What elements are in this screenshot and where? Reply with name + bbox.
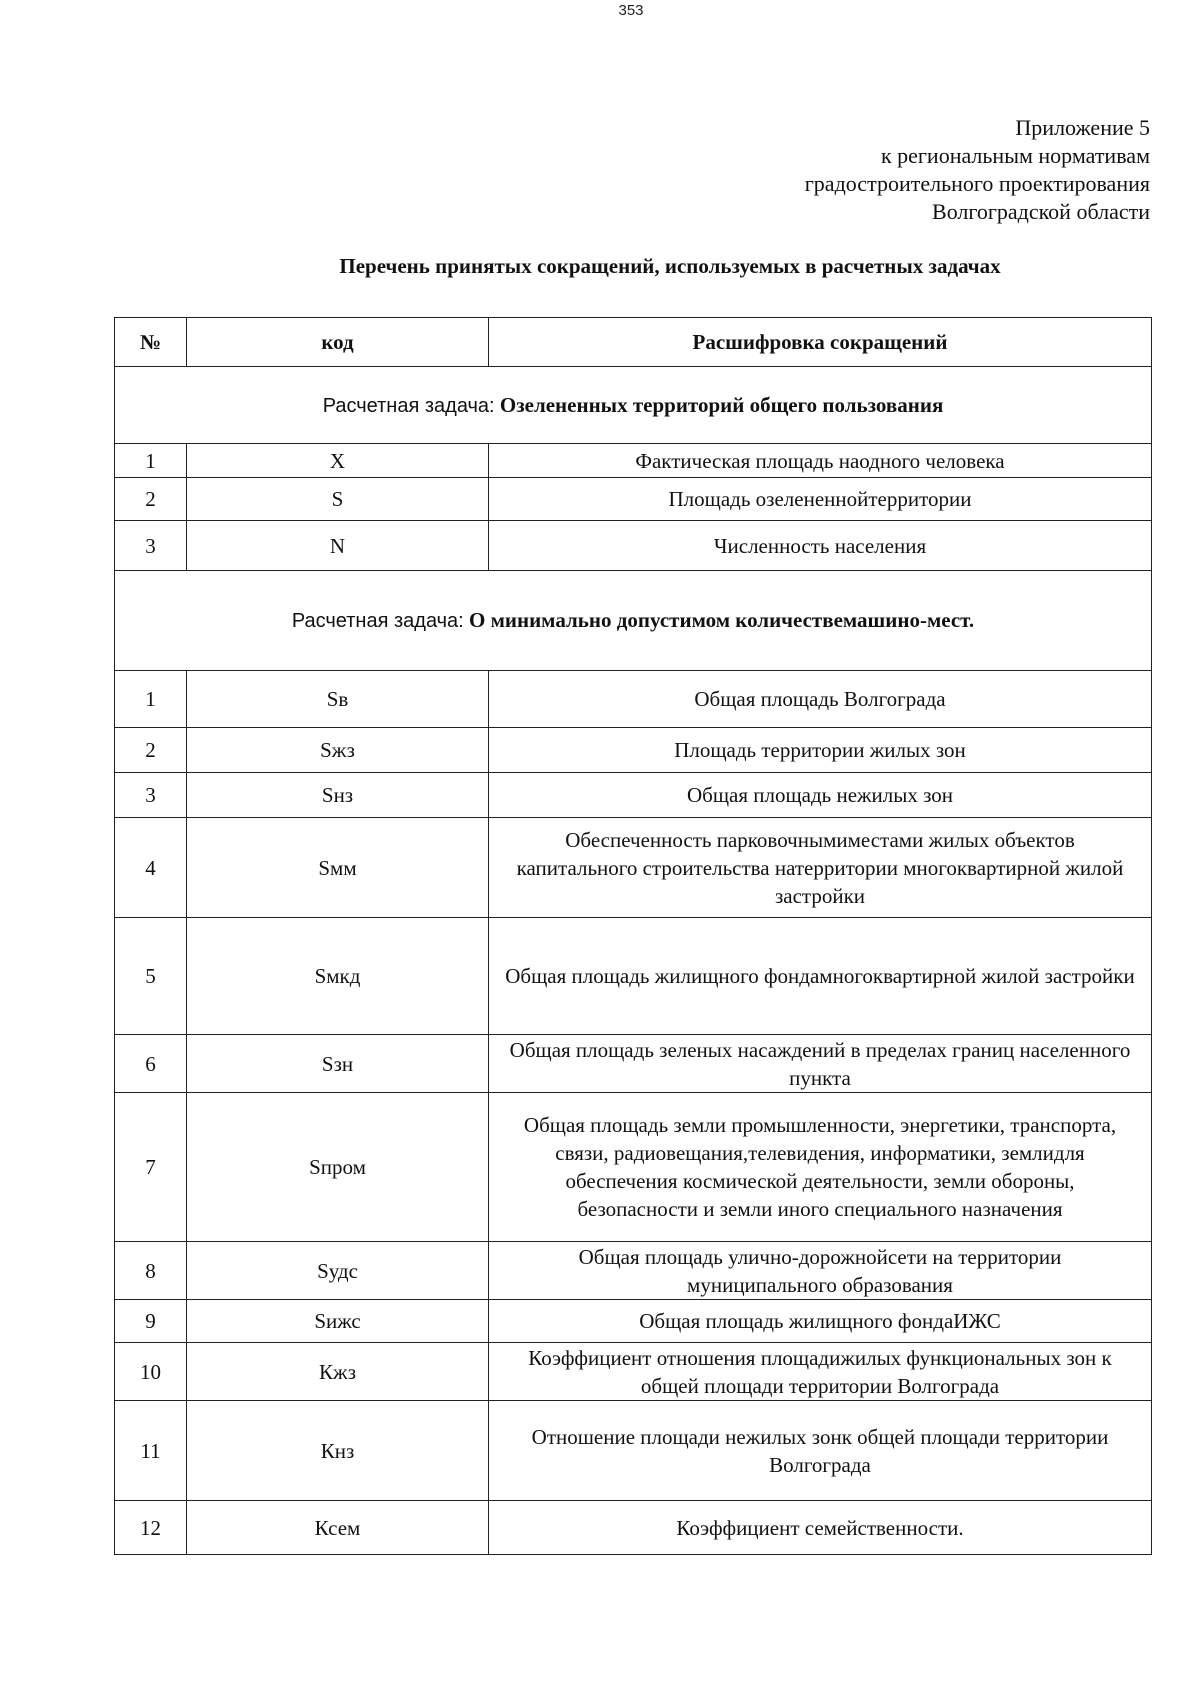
row-number: 10 [115,1343,187,1401]
row-description: Площадь озелененнойтерритории [489,478,1152,521]
row-code: Кнз [187,1401,489,1501]
header-number: № [115,318,187,367]
row-code: Ксем [187,1501,489,1555]
row-code: Sв [187,671,489,728]
appendix-header [805,114,1150,226]
row-number: 5 [115,918,187,1035]
row-description: Обеспеченность парковочнымиместами жилых объектов капитального строительства натерритории многоквартирной жилой застройки [489,818,1152,918]
table-row [115,1501,1152,1555]
task-section-heading [115,571,1152,671]
table-row [115,1242,1152,1300]
row-description: Фактическая площадь наодного человека [489,444,1152,478]
table-row [115,478,1152,521]
row-number: 2 [115,728,187,773]
row-description: Общая площадь жилищного фондаИЖС [489,1300,1152,1343]
row-code: Sжз [187,728,489,773]
row-description: Общая площадь зеленых насаждений в пределах границ населенного пункта [489,1035,1152,1093]
table-row [115,444,1152,478]
table-row [115,1401,1152,1501]
task-section-heading [115,367,1152,444]
appendix-line: к региональным нормативам [880,143,1150,168]
table-row [115,521,1152,571]
row-code: Sзн [187,1035,489,1093]
row-code: N [187,521,489,571]
row-code: Sпром [187,1093,489,1242]
row-number: 1 [115,444,187,478]
row-description: Коэффициент отношения площадижилых функциональных зон к общей площади территории Волгограда [489,1343,1152,1401]
header-description: Расшифровка сокращений [489,318,1152,367]
task-prefix: Расчетная задача: [291,610,464,632]
task-section-row [115,367,1152,444]
row-description: Общая площадь Волгограда [489,671,1152,728]
row-description: Площадь территории жилых зон [489,728,1152,773]
row-code: S [187,478,489,521]
page-number: 353 [618,2,644,19]
row-number: 12 [115,1501,187,1555]
table-row [115,1035,1152,1093]
row-number: 6 [115,1035,187,1093]
task-section-row [115,571,1152,671]
row-description: Общая площадь земли промышленности, энергетики, транспорта, связи, радиовещания,телевидения, информатики, землидля обеспечения космической деятельности, земли обороны, безопасности и земли иного специального назначения [489,1093,1152,1242]
row-code: Sмкд [187,918,489,1035]
row-description: Отношение площади нежилых зонк общей площади территории Волгограда [489,1401,1152,1501]
row-number: 7 [115,1093,187,1242]
row-number: 3 [115,773,187,818]
table-row [115,671,1152,728]
table-row [115,773,1152,818]
appendix-line: градостроительного проектирования [804,171,1150,196]
appendix-line: Приложение 5 [1015,115,1150,140]
row-number: 1 [115,671,187,728]
row-code: X [187,444,489,478]
table-header-row [115,318,1152,367]
abbreviations-table [114,317,1152,1555]
table-row [115,1300,1152,1343]
table-row [115,1093,1152,1242]
row-number: 3 [115,521,187,571]
appendix-line: Волгоградской области [932,199,1150,224]
row-number: 4 [115,818,187,918]
task-name: О минимально допустимом количествемашино-мест. [468,608,975,632]
table-row [115,1343,1152,1401]
row-description: Общая площадь улично-дорожнойсети на территории муниципального образования [489,1242,1152,1300]
table-row [115,728,1152,773]
row-description: Общая площадь жилищного фондамногоквартирной жилой застройки [489,918,1152,1035]
task-prefix: Расчетная задача: [322,394,495,417]
row-description: Численность населения [489,521,1152,571]
row-description: Коэффициент семейственности. [489,1501,1152,1555]
table-row [115,818,1152,918]
row-number: 2 [115,478,187,521]
task-name: Озелененных территорий общего пользования [499,392,944,417]
row-number: 11 [115,1401,187,1501]
row-code: Кжз [187,1343,489,1401]
row-code: Sнз [187,773,489,818]
row-number: 9 [115,1300,187,1343]
row-number: 8 [115,1242,187,1300]
row-description: Общая площадь нежилых зон [489,773,1152,818]
row-code: Sудс [187,1242,489,1300]
table-row [115,918,1152,1035]
header-code: код [187,318,489,367]
document-title: Перечень принятых сокращений, используемых в расчетных задачах [339,254,1001,278]
row-code: Sмм [187,818,489,918]
row-code: Sижс [187,1300,489,1343]
